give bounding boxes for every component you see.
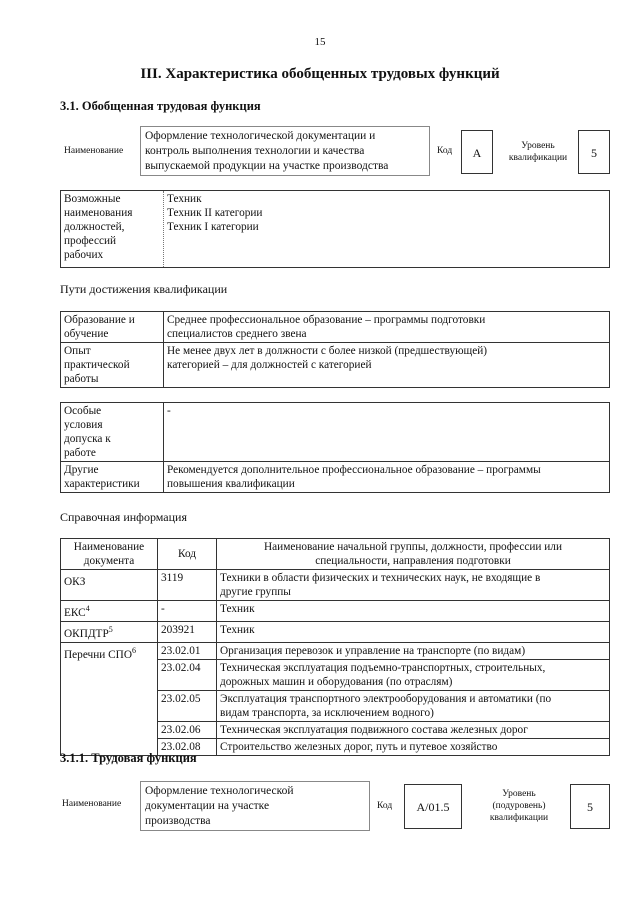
ref-name-line: Организация перевозок и управление на транспорте (по видам): [220, 644, 526, 657]
ref-code: 3119: [158, 570, 217, 601]
ref-name: [217, 570, 610, 601]
header-doc: [61, 539, 158, 570]
conditions-value: [164, 403, 610, 462]
positions-values: [164, 191, 610, 268]
gtf-code-label: Код: [437, 146, 453, 156]
table-row: [61, 570, 610, 601]
conditions-label-line: Другие: [64, 464, 99, 476]
tf-level-label: [474, 788, 564, 824]
tf-name-line: производства: [145, 815, 211, 827]
page-number: 15: [314, 36, 326, 48]
header-line: Код: [177, 548, 197, 560]
ref-code: 23.02.01: [158, 642, 217, 659]
ref-name: [217, 621, 610, 642]
tf-level-label-line: (подуровень): [492, 801, 546, 811]
gtf-title: 3.1. Обобщенная трудовая функция: [60, 99, 261, 113]
ref-doc-sup: 5: [108, 624, 113, 634]
positions-label-line: наименования: [64, 207, 133, 219]
conditions-label-line: условия: [64, 419, 103, 431]
conditions-label-line: характеристики: [64, 478, 140, 490]
table-row: [61, 462, 610, 493]
ref-name: [217, 601, 610, 622]
ref-code: 23.02.04: [158, 659, 217, 690]
ref-code: 203921: [158, 621, 217, 642]
ref-doc-text: ЕКС: [64, 606, 86, 619]
ref-doc: [61, 570, 158, 601]
table-row: [61, 403, 610, 462]
gtf-name-label: Наименование: [64, 146, 124, 156]
ref-name-line: Техники в области физических и технических наук, не входящие в: [220, 572, 541, 584]
paths-label-line: Образование и: [64, 314, 135, 326]
ref-code: -: [158, 601, 217, 622]
ref-name-line: Эксплуатация транспортного электрооборудования и автоматики (по: [220, 692, 552, 705]
positions-label-line: профессий: [64, 235, 117, 247]
paths-table: [60, 311, 610, 388]
header-line: специальности, направления подготовки: [315, 555, 511, 567]
ref-name: [217, 738, 610, 755]
header-line: Наименование начальной группы, должности, профессии или: [263, 541, 562, 553]
ref-name-line: дорожных машин и оборудования (по отраслям): [220, 675, 453, 688]
conditions-label: [61, 403, 164, 462]
gtf-level-label-line: квалификации: [508, 153, 568, 163]
ref-doc-text: ОКПДТР: [64, 627, 109, 640]
ref-name: [217, 721, 610, 738]
tf-name-line: Оформление технологической: [145, 785, 294, 797]
ref-name-line: Техническая эксплуатация подъемно-транспортных, строительных,: [220, 661, 546, 674]
tf-level-label-line: квалификации: [489, 813, 549, 823]
ref-name-line: Техник: [220, 623, 255, 636]
conditions-value-line: повышения квалификации: [167, 478, 295, 490]
ref-doc-sup: 6: [132, 645, 137, 655]
gtf-level-label: [498, 140, 578, 164]
tf-name-box: [140, 781, 370, 831]
tf-name-label: Наименование: [62, 799, 122, 809]
paths-value-line: категорией – для должностей с категорией: [167, 359, 372, 371]
header-line: Наименование: [73, 541, 145, 553]
ref-doc: [61, 621, 158, 642]
conditions-label-line: допуска к: [64, 433, 111, 445]
ref-doc-text: Перечни СПО: [64, 648, 133, 661]
table-row: [61, 601, 610, 622]
position-item: Техник: [167, 193, 202, 205]
gtf-level-label-line: Уровень: [521, 141, 555, 151]
ref-name-line: другие группы: [220, 586, 291, 598]
paths-label: [61, 312, 164, 343]
ref-name-line: Строительство железных дорог, путь и путевое хозяйство: [220, 740, 498, 753]
positions-label-line: рабочих: [64, 249, 104, 261]
tf-code-label: Код: [377, 801, 393, 811]
paths-label: [61, 343, 164, 388]
ref-name-line: Техническая эксплуатация подвижного состава железных дорог: [220, 723, 528, 736]
paths-label-line: работы: [64, 373, 99, 385]
conditions-value-line: Рекомендуется дополнительное профессиональное образование – программы: [167, 464, 541, 476]
ref-name: [217, 690, 610, 721]
paths-label-line: Опыт: [64, 345, 91, 357]
conditions-table: [60, 402, 610, 493]
ref-doc-sup: 4: [85, 604, 90, 613]
ref-code: 23.02.08: [158, 738, 217, 755]
ref-doc-text: ОКЗ: [64, 575, 86, 588]
positions-table: [60, 190, 610, 268]
paths-value-line: Среднее профессиональное образование – программы подготовки: [167, 314, 486, 326]
positions-label-line: Возможные: [64, 193, 121, 205]
table-header-row: [61, 539, 610, 570]
paths-value: [164, 312, 610, 343]
gtf-name-line: Оформление технологической документации и: [145, 130, 376, 142]
ref-code: 23.02.06: [158, 721, 217, 738]
tf-title: 3.1.1. Трудовая функция: [60, 751, 197, 765]
ref-name-line: Техник: [220, 603, 255, 615]
tf-level-label-line: Уровень: [502, 789, 536, 799]
ref-name: [217, 642, 610, 659]
paths-label-line: практической: [64, 359, 130, 371]
positions-label: [61, 191, 164, 268]
conditions-label-line: работе: [64, 447, 96, 459]
reference-table: [60, 538, 610, 756]
table-row: [61, 621, 610, 642]
positions-label-line: должностей,: [64, 221, 125, 233]
ref-doc: [61, 642, 158, 755]
section-heading: III. Характеристика обобщенных трудовых функций: [140, 66, 500, 82]
paths-value: [164, 343, 610, 388]
ref-doc: [61, 601, 158, 622]
conditions-label: [61, 462, 164, 493]
table-row: [61, 642, 610, 659]
position-item: Техник II категории: [167, 207, 263, 219]
gtf-code-value: А: [461, 130, 493, 174]
table-row: [61, 343, 610, 388]
gtf-level-value: 5: [578, 130, 610, 174]
gtf-name-line: выпускаемой продукции на участке производства: [145, 160, 389, 172]
position-item: Техник I категории: [167, 221, 259, 233]
paths-value-line: специалистов среднего звена: [167, 328, 307, 340]
ref-code: 23.02.05: [158, 690, 217, 721]
tf-code-value: А/01.5: [404, 784, 462, 829]
paths-label-line: обучение: [64, 328, 109, 340]
gtf-name-line: контроль выполнения технологии и качества: [145, 145, 365, 157]
tf-level-value: 5: [570, 784, 610, 829]
reference-title: Справочная информация: [60, 510, 187, 524]
header-name: [217, 539, 610, 570]
tf-name-line: документации на участке: [145, 800, 270, 812]
ref-name: [217, 659, 610, 690]
table-row: [61, 312, 610, 343]
paths-value-line: Не менее двух лет в должности с более низкой (предшествующей): [167, 345, 488, 357]
ref-name-line: видам транспорта, за исключением водного): [220, 706, 434, 719]
header-line: документа: [83, 555, 135, 567]
gtf-name-box: [140, 126, 430, 176]
conditions-label-line: Особые: [64, 405, 102, 417]
paths-title: Пути достижения квалификации: [60, 282, 228, 296]
header-code: [158, 539, 217, 570]
conditions-value: [164, 462, 610, 493]
conditions-value-line: -: [167, 405, 171, 417]
